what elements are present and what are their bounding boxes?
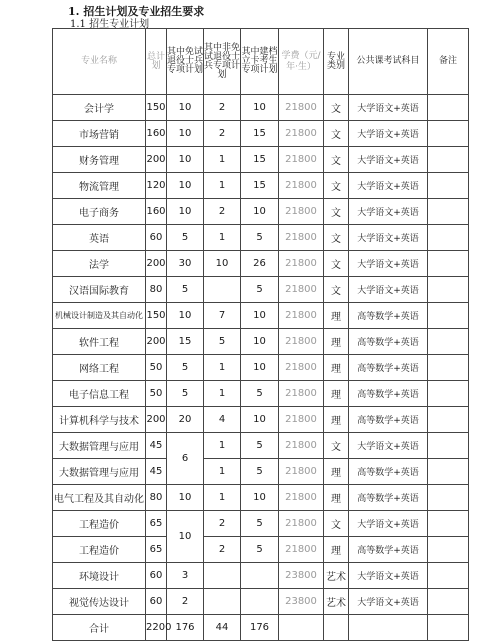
cell-fee: 21800 [279, 433, 324, 459]
table-header-row [53, 29, 469, 95]
cell-c1: 10 [167, 121, 204, 147]
cell-c1-merged: 10 [167, 511, 204, 563]
cell-major: 汉语国际教育 [53, 277, 146, 303]
table-row [53, 511, 469, 537]
table-row [53, 173, 469, 199]
table-row [53, 459, 469, 485]
cell-footer-c3: 176 [241, 615, 279, 641]
cell-remark [428, 303, 469, 329]
cell-total: 150 [146, 95, 167, 121]
cell-major: 软件工程 [53, 329, 146, 355]
table-row [53, 199, 469, 225]
cell-c1: 5 [167, 225, 204, 251]
cell-c1: 15 [167, 329, 204, 355]
table-row [53, 121, 469, 147]
cell-total: 200 [146, 251, 167, 277]
cell-subjects: 大学语文+英语 [349, 251, 428, 277]
cell-subjects: 大学语文+英语 [349, 589, 428, 615]
table-row [53, 303, 469, 329]
cell-category: 文 [324, 121, 349, 147]
table-body [53, 95, 469, 641]
cell-subjects: 高等数学+英语 [349, 485, 428, 511]
cell-c2: 2 [204, 95, 241, 121]
cell-c3: 15 [241, 121, 279, 147]
cell-footer-c1: 176 [167, 615, 204, 641]
cell-major: 市场营销 [53, 121, 146, 147]
cell-remark [428, 485, 469, 511]
table-row [53, 251, 469, 277]
cell-c1: 10 [167, 147, 204, 173]
cell-remark [428, 381, 469, 407]
cell-total: 45 [146, 459, 167, 485]
col-header-subjects: 公共课考试科目 [349, 29, 428, 95]
cell-c2: 2 [204, 511, 241, 537]
table-row [53, 225, 469, 251]
col-header-major: 专业名称 [53, 29, 146, 95]
cell-c1: 10 [167, 173, 204, 199]
cell-remark [428, 563, 469, 589]
cell-subjects: 大学语文+英语 [349, 563, 428, 589]
cell-subjects: 大学语文+英语 [349, 95, 428, 121]
cell-c2: 5 [204, 329, 241, 355]
cell-remark [428, 173, 469, 199]
cell-major: 计算机科学与技术 [53, 407, 146, 433]
cell-subjects: 大学语文+英语 [349, 173, 428, 199]
table-row [53, 563, 469, 589]
cell-remark [428, 277, 469, 303]
col-header-category: 专业类别 [324, 29, 349, 95]
table-footer-row [53, 615, 469, 641]
cell-c1: 10 [167, 303, 204, 329]
cell-major: 电子信息工程 [53, 381, 146, 407]
cell-c3: 5 [241, 433, 279, 459]
cell-category: 文 [324, 277, 349, 303]
cell-c3: 5 [241, 277, 279, 303]
cell-c2: 2 [204, 121, 241, 147]
cell-fee: 21800 [279, 147, 324, 173]
cell-major: 大数据管理与应用 [53, 433, 146, 459]
cell-c3: 26 [241, 251, 279, 277]
cell-c3: 10 [241, 199, 279, 225]
cell-c1: 10 [167, 95, 204, 121]
cell-major: 大数据管理与应用 [53, 459, 146, 485]
cell-remark [428, 199, 469, 225]
cell-major: 机械设计制造及其自动化 [53, 303, 146, 329]
cell-major: 英语 [53, 225, 146, 251]
cell-fee: 21800 [279, 277, 324, 303]
cell-c3: 5 [241, 459, 279, 485]
cell-c3: 10 [241, 95, 279, 121]
cell-total: 45 [146, 433, 167, 459]
cell-category: 理 [324, 459, 349, 485]
cell-fee: 21800 [279, 303, 324, 329]
cell-c2: 1 [204, 459, 241, 485]
cell-subjects: 高等数学+英语 [349, 537, 428, 563]
cell-c3 [241, 563, 279, 589]
col-header-c2: 其中非免试退役士兵专项计划 [204, 29, 241, 95]
cell-remark [428, 511, 469, 537]
cell-total: 60 [146, 563, 167, 589]
cell-major: 工程造价 [53, 511, 146, 537]
cell-c2: 2 [204, 199, 241, 225]
cell-fee: 21800 [279, 225, 324, 251]
cell-remark [428, 251, 469, 277]
cell-fee: 21800 [279, 459, 324, 485]
cell-subjects: 大学语文+英语 [349, 147, 428, 173]
table-row [53, 355, 469, 381]
cell-c1: 5 [167, 277, 204, 303]
cell-category: 文 [324, 511, 349, 537]
cell-total: 200 [146, 147, 167, 173]
cell-c3: 5 [241, 381, 279, 407]
cell-footer-c2: 44 [204, 615, 241, 641]
cell-c1: 5 [167, 381, 204, 407]
cell-subjects: 高等数学+英语 [349, 459, 428, 485]
cell-fee: 21800 [279, 381, 324, 407]
cell-remark [428, 355, 469, 381]
cell-category: 文 [324, 199, 349, 225]
cell-remark [428, 459, 469, 485]
cell-remark [428, 589, 469, 615]
cell-c2 [204, 277, 241, 303]
cell-fee: 21800 [279, 329, 324, 355]
enrollment-plan-table [52, 28, 469, 641]
cell-major: 电气工程及其自动化 [53, 485, 146, 511]
cell-major: 环境设计 [53, 563, 146, 589]
cell-total: 150 [146, 303, 167, 329]
table-row [53, 95, 469, 121]
cell-major: 会计学 [53, 95, 146, 121]
table-row [53, 329, 469, 355]
cell-category: 艺术 [324, 563, 349, 589]
cell-total: 50 [146, 381, 167, 407]
cell-subjects: 大学语文+英语 [349, 199, 428, 225]
cell-fee: 21800 [279, 355, 324, 381]
cell-c2: 1 [204, 433, 241, 459]
cell-c1: 5 [167, 355, 204, 381]
cell-c3: 15 [241, 147, 279, 173]
table-row [53, 277, 469, 303]
cell-c2: 2 [204, 537, 241, 563]
cell-fee: 21800 [279, 199, 324, 225]
table-row [53, 147, 469, 173]
cell-subjects: 高等数学+英语 [349, 355, 428, 381]
cell-c2 [204, 589, 241, 615]
cell-c1: 10 [167, 485, 204, 511]
cell-subjects: 高等数学+英语 [349, 303, 428, 329]
table-row [53, 537, 469, 563]
cell-fee: 21800 [279, 251, 324, 277]
cell-remark [428, 121, 469, 147]
cell-remark [428, 225, 469, 251]
cell-c3: 10 [241, 355, 279, 381]
cell-c1: 30 [167, 251, 204, 277]
cell-c3: 10 [241, 407, 279, 433]
cell-c2: 10 [204, 251, 241, 277]
cell-total: 60 [146, 589, 167, 615]
cell-subjects: 大学语文+英语 [349, 121, 428, 147]
cell-fee: 23800 [279, 563, 324, 589]
col-header-c1: 其中免试退役士兵专项计划 [167, 29, 204, 95]
cell-category: 理 [324, 485, 349, 511]
cell-c3: 10 [241, 329, 279, 355]
col-header-c3: 其中建档立卡考生专项计划 [241, 29, 279, 95]
cell-category: 艺术 [324, 589, 349, 615]
cell-total: 160 [146, 121, 167, 147]
cell-fee: 23800 [279, 589, 324, 615]
cell-fee: 21800 [279, 485, 324, 511]
cell-category: 文 [324, 147, 349, 173]
table-row [53, 485, 469, 511]
col-header-fee: 学费（元/年·生） [279, 29, 324, 95]
cell-footer-label: 合计 [53, 615, 146, 641]
table-row [53, 407, 469, 433]
cell-category: 理 [324, 537, 349, 563]
cell-remark [428, 407, 469, 433]
cell-total: 50 [146, 355, 167, 381]
cell-category: 理 [324, 303, 349, 329]
cell-c2: 1 [204, 485, 241, 511]
section-heading: 1. 招生计划及专业招生要求 [68, 5, 205, 18]
cell-subjects: 大学语文+英语 [349, 511, 428, 537]
cell-remark [428, 147, 469, 173]
cell-c3: 5 [241, 511, 279, 537]
cell-c2 [204, 563, 241, 589]
cell-c2: 1 [204, 355, 241, 381]
cell-subjects: 大学语文+英语 [349, 225, 428, 251]
cell-category: 文 [324, 251, 349, 277]
cell-category: 文 [324, 95, 349, 121]
cell-fee: 21800 [279, 95, 324, 121]
cell-total: 200 [146, 329, 167, 355]
table-row [53, 381, 469, 407]
table-row [53, 589, 469, 615]
cell-total: 120 [146, 173, 167, 199]
cell-c2: 4 [204, 407, 241, 433]
col-header-remark: 备注 [428, 29, 469, 95]
cell-c2: 1 [204, 381, 241, 407]
cell-c1: 2 [167, 589, 204, 615]
cell-footer-total: 2200 [146, 615, 167, 641]
cell-fee: 21800 [279, 121, 324, 147]
cell-c3: 15 [241, 173, 279, 199]
cell-subjects: 大学语文+英语 [349, 433, 428, 459]
cell-fee: 21800 [279, 511, 324, 537]
table-row [53, 433, 469, 459]
cell-major: 法学 [53, 251, 146, 277]
cell-total: 60 [146, 225, 167, 251]
cell-footer-category [324, 615, 349, 641]
cell-category: 理 [324, 329, 349, 355]
cell-remark [428, 537, 469, 563]
cell-c3: 10 [241, 485, 279, 511]
cell-major: 电子商务 [53, 199, 146, 225]
cell-total: 80 [146, 277, 167, 303]
cell-category: 文 [324, 433, 349, 459]
cell-fee: 21800 [279, 173, 324, 199]
cell-c2: 1 [204, 225, 241, 251]
cell-major: 财务管理 [53, 147, 146, 173]
cell-major: 网络工程 [53, 355, 146, 381]
cell-total: 65 [146, 511, 167, 537]
cell-category: 理 [324, 407, 349, 433]
cell-c1: 20 [167, 407, 204, 433]
cell-c2: 1 [204, 173, 241, 199]
cell-major: 物流管理 [53, 173, 146, 199]
col-header-total: 总计划 [146, 29, 167, 95]
cell-remark [428, 329, 469, 355]
cell-subjects: 大学语文+英语 [349, 277, 428, 303]
subsection-heading: 1.1 招生专业计划 [70, 19, 150, 30]
cell-remark [428, 433, 469, 459]
cell-c1: 10 [167, 199, 204, 225]
cell-subjects: 高等数学+英语 [349, 329, 428, 355]
cell-c2: 1 [204, 147, 241, 173]
cell-category: 理 [324, 355, 349, 381]
cell-c1-merged: 6 [167, 433, 204, 485]
cell-footer-subjects [349, 615, 428, 641]
cell-fee: 21800 [279, 537, 324, 563]
cell-footer-remark [428, 615, 469, 641]
cell-major: 视觉传达设计 [53, 589, 146, 615]
cell-total: 65 [146, 537, 167, 563]
cell-subjects: 高等数学+英语 [349, 381, 428, 407]
cell-category: 理 [324, 381, 349, 407]
cell-c3 [241, 589, 279, 615]
cell-major: 工程造价 [53, 537, 146, 563]
cell-total: 80 [146, 485, 167, 511]
cell-category: 文 [324, 173, 349, 199]
cell-category: 文 [324, 225, 349, 251]
cell-subjects: 高等数学+英语 [349, 407, 428, 433]
cell-c3: 5 [241, 225, 279, 251]
cell-remark [428, 95, 469, 121]
cell-c3: 10 [241, 303, 279, 329]
cell-total: 200 [146, 407, 167, 433]
cell-c2: 7 [204, 303, 241, 329]
cell-c1: 3 [167, 563, 204, 589]
cell-footer-fee [279, 615, 324, 641]
cell-fee: 21800 [279, 407, 324, 433]
cell-total: 160 [146, 199, 167, 225]
cell-c3: 5 [241, 537, 279, 563]
